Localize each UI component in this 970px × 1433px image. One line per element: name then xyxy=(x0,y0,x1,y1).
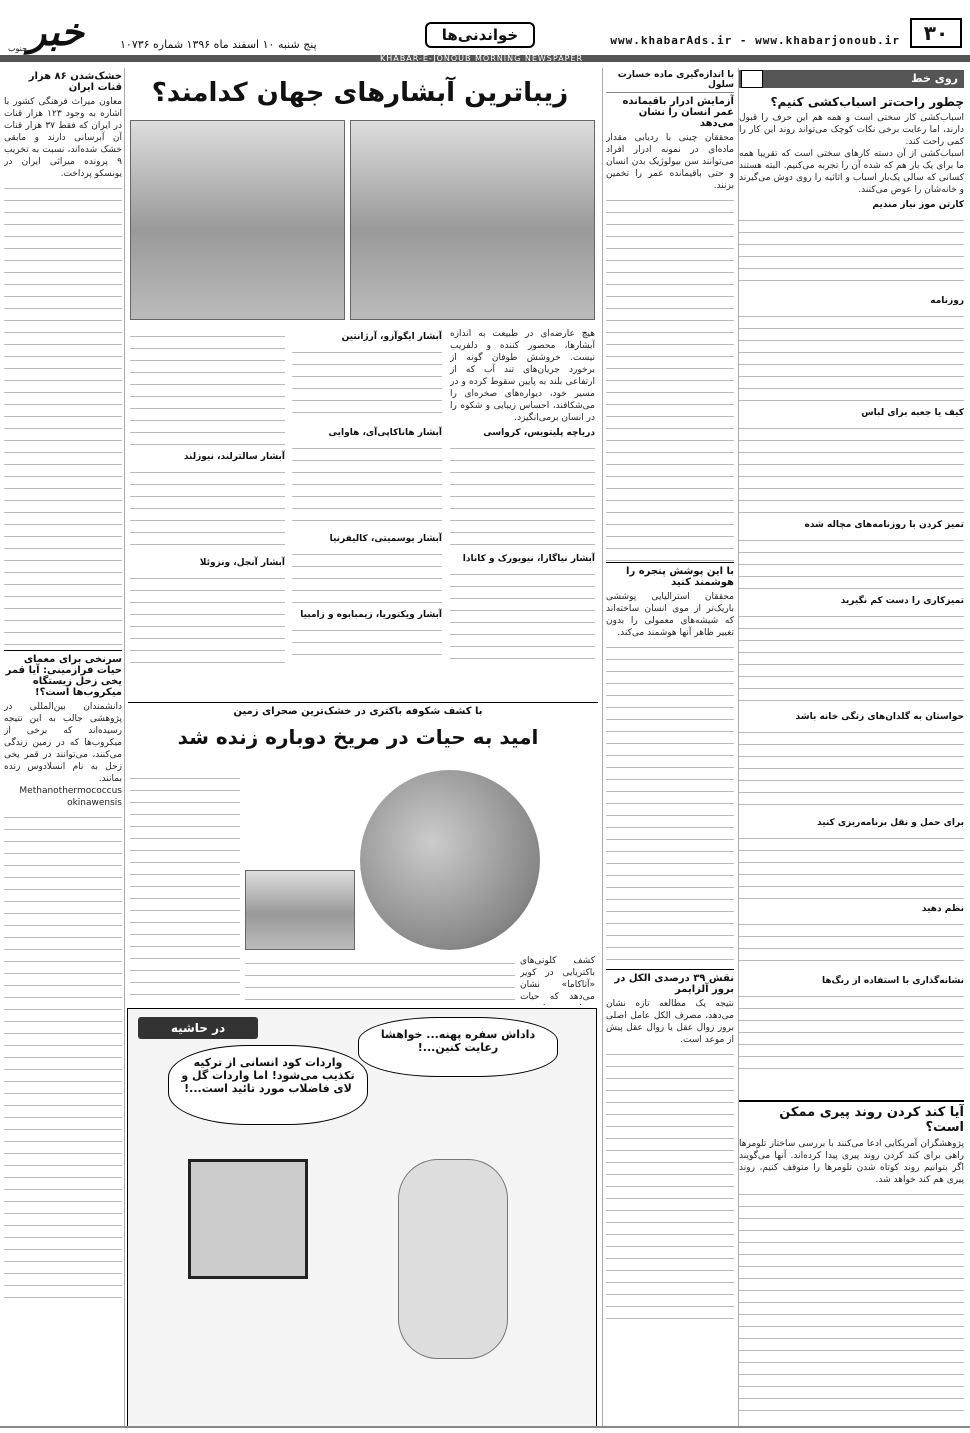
mars-col-bottom xyxy=(245,955,515,1005)
subhead: آبشار آنجل، ونزوئلا xyxy=(199,558,285,568)
filler-text xyxy=(739,532,964,592)
subhead: تمیز کردن با روزنامه‌های مچاله شده xyxy=(804,520,964,530)
column-rule xyxy=(602,68,603,1426)
filler-text xyxy=(739,830,964,900)
waterfalls-col-3 xyxy=(130,328,285,698)
subhead: آبشار هاناکاپی‌آی، هاوایی xyxy=(328,428,442,438)
subhead: آبشار سالترلند، نیوزلند xyxy=(183,452,285,462)
subhead: روزنامه xyxy=(930,296,964,306)
filler-text xyxy=(245,955,515,1005)
tv-icon xyxy=(188,1159,308,1279)
filler-text xyxy=(130,464,285,554)
cartoon-label: در حاشیه xyxy=(138,1017,258,1039)
subhead: نظم دهید xyxy=(921,904,964,914)
article-body: پژوهشگران آمریکایی ادعا می‌کنند با بررسی ساختار تلومرها راهی برای کند کردن روند پیری پیدا کرده‌اند. آنها می‌گویند اگر بتوانیم روند کوتاه شدن تلومرها را متوقف کنیم، روند پیری هم کند خواهد شد. xyxy=(739,1139,964,1185)
mars-body xyxy=(520,955,595,1005)
article-body: نتیجه یک مطالعه تازه نشان می‌دهد، مصرف الکل عامل اصلی بروز زوال عقل یا زوال عقل پیش از موعد است. xyxy=(606,999,734,1045)
filler-text xyxy=(4,809,122,1309)
filler-text xyxy=(606,192,734,562)
stack-icon xyxy=(741,70,763,88)
filler-text xyxy=(739,308,964,404)
subhead: آبشار ویکتوریا، زیمبابوه و زامبیا xyxy=(300,610,442,620)
subhead: نشانه‌گذاری با استفاده از رنگ‌ها xyxy=(821,976,964,986)
filler-text xyxy=(739,724,964,814)
article-title: آیا کند کردن روند پیری ممکن است؟ xyxy=(779,1105,964,1135)
article-title: آزمایش ادرار باقیمانده عمر انسان را نشان می‌دهد xyxy=(622,96,734,129)
logo-subtitle: جنوب xyxy=(8,44,28,53)
article-body: هیچ عارضه‌ای در طبیعت به اندازه آبشارها، محصور کننده و دلفریب نیست. خروشش طوفان گونه از برخورد جریان‌های تند آب که از ارتفاعی بلند به پایین سقوط کرده و در مسیر خود، دیواره‌های صخره‌ای را می‌شکافند، احساس زیبایی و شکوه را در انسان برمی‌انگیزد. xyxy=(450,329,595,423)
article-title: سرنخی برای معمای حیات فرازمینی: آیا قمر یخی زحل زیستگاه میکروب‌ها است؟! xyxy=(4,650,122,701)
man-illustration xyxy=(398,1159,508,1359)
filler-text xyxy=(739,1186,964,1416)
waterfalls-title: زیباترین آبشارهای جهان کدامند؟ xyxy=(151,78,569,108)
angel-falls-photo xyxy=(130,120,345,320)
speech-bubble: داداش سفره پهنه... خواهشا رعایت کنین...! xyxy=(358,1017,558,1077)
filler-text xyxy=(606,639,734,969)
article-title: با این پوشش پنجره را هوشمند کنید xyxy=(606,562,734,591)
left-column xyxy=(4,68,122,1424)
mars-col-left xyxy=(130,770,240,1000)
article-body: اسباب‌کشی کار سختی است و همه هم این حرف را قبول دارند، اما رعایت برخی نکات کوچک می‌تواند روند این کار را کمی راحت کند. اسباب‌کشی از آن دسته کارهای سختی است که تقریبا همه ما برای یک بار هم که شده آن را تجربه می‌کنیم. البته هستند کسانی که سالی یک‌بار اسباب و اثاثیه را روی دوش می‌گیرند و خانه‌شان را عوض می‌کنند. xyxy=(739,113,964,195)
article-body: کشف کلونی‌های باکتریایی در کویر «آتاکاما» نشان می‌دهد که حیات xyxy=(520,956,595,1002)
article-title: چطور راحت‌تر اسباب‌کشی کنیم؟ xyxy=(770,95,964,109)
filler-text xyxy=(450,566,595,666)
filler-text xyxy=(292,546,442,606)
column-rule xyxy=(124,68,125,1426)
page-header xyxy=(0,0,970,62)
right-column xyxy=(739,92,964,1097)
strip-text: KHABAR-E-JONOUB MORNING NEWSPAPER xyxy=(380,54,584,63)
filler-text xyxy=(739,420,964,516)
mars-kicker: با کشف شکوفه باکتری در خشک‌ترین صحرای زمین xyxy=(233,706,483,717)
filler-text xyxy=(292,440,442,530)
subhead: آبشار نیاگارا، نیویورک و کانادا xyxy=(462,554,595,564)
desert-photo xyxy=(245,870,355,950)
site-urls[interactable]: www.khabarAds.ir - www.khabarjonoub.ir xyxy=(610,34,900,47)
subhead: برای حمل و نقل برنامه‌ریزی کنید xyxy=(817,818,964,828)
subhead: کارتن موز نیاز مندیم xyxy=(872,200,964,210)
speech-bubble: واردات کود انسانی از ترکیه تکذیب می‌شود! اما واردات گل و لای فاضلاب مورد تائید است...! xyxy=(168,1045,368,1125)
subhead: دریاچه پلیتویس، کرواسی xyxy=(483,428,595,438)
rooy-khat-text: روی خط xyxy=(911,72,958,85)
article-body: معاون میراث فرهنگی کشور با اشاره به وجود ۱۲۳ هزار قنات در ایران که فقط ۳۷ هزار قنات آن آبرسانی دارند و مابقی خشک شده‌اند، نسبت به تخریب ۹ پرونده میراثی ایران در یونسکو پرداخت. xyxy=(4,97,122,179)
niagara-photo xyxy=(350,120,595,320)
filler-text xyxy=(130,328,285,448)
kicker: با اندازه‌گیری ماده خسارت سلول xyxy=(606,68,734,93)
rooy-khat-label xyxy=(739,70,964,88)
subhead: آبشار یوسمیتی، کالیفرنیا xyxy=(329,534,442,544)
filler-text xyxy=(606,1046,734,1326)
bottom-rule xyxy=(0,1426,970,1428)
page-number: ۳۰ xyxy=(910,18,962,48)
filler-text xyxy=(739,916,964,972)
waterfalls-col-2 xyxy=(292,328,442,698)
mars-title: امید به حیات در مریخ دوباره زنده شد xyxy=(177,725,539,749)
subhead: تمیزکاری را دست کم نگیرید xyxy=(840,596,964,606)
right-column-article2 xyxy=(739,1100,964,1425)
filler-text xyxy=(130,570,285,670)
newspaper-logo: خبر xyxy=(28,9,84,54)
filler-text xyxy=(4,180,122,650)
article-body: محققان استرالیایی پوششی باریک‌تر از موی انسان ساخته‌اند که شیشه‌های معمولی را بدون تغییر ظاهر آنها هوشمند می‌کند. xyxy=(606,592,734,638)
divider xyxy=(128,702,598,703)
filler-text xyxy=(292,344,442,424)
section-title: خواندنی‌ها xyxy=(425,22,535,48)
second-column xyxy=(606,68,734,1424)
article-body: دانشمندان بین‌المللی در پژوهشی جالب به این نتیجه رسیده‌اند که برخی از میکروب‌ها که در زمین زندگی می‌کنند، می‌توانند در قمر یخی زحل به نام انسلادوس زنده بمانند. Methanothermococcus okinawensis xyxy=(4,702,122,808)
filler-text xyxy=(450,440,595,550)
filler-text xyxy=(130,770,240,1000)
cartoon xyxy=(127,1008,597,1428)
filler-text xyxy=(739,608,964,708)
filler-text xyxy=(739,212,964,292)
mars-photo xyxy=(360,770,540,950)
article-title: خشک‌شدن ۸۶ هزار قنات ایران xyxy=(28,71,122,93)
filler-text xyxy=(292,622,442,662)
article-title: نقش ۳۹ درصدی الکل در بروز آلزایمر xyxy=(606,969,734,998)
subhead: آبشار ایگوآزو، آرژانتین xyxy=(341,332,442,342)
filler-text xyxy=(739,988,964,1078)
subhead: کیف یا جعبه برای لباس xyxy=(861,408,964,418)
waterfalls-col-1 xyxy=(450,328,595,698)
article-body: محققان چینی با ردیابی مقدار ماده‌ای در نمونه ادرار افراد می‌توانند سن بیولوژیک‌ بدن انسان و حتی باقیمانده عمر را تخمین بزنند. xyxy=(606,133,734,191)
subhead: حواستان به گلدان‌های زنگی خانه باشد xyxy=(795,712,964,722)
issue-date: پنج شنبه ۱۰ اسفند ماه ۱۳۹۶ شماره ۱۰۷۳۶ xyxy=(120,38,317,51)
